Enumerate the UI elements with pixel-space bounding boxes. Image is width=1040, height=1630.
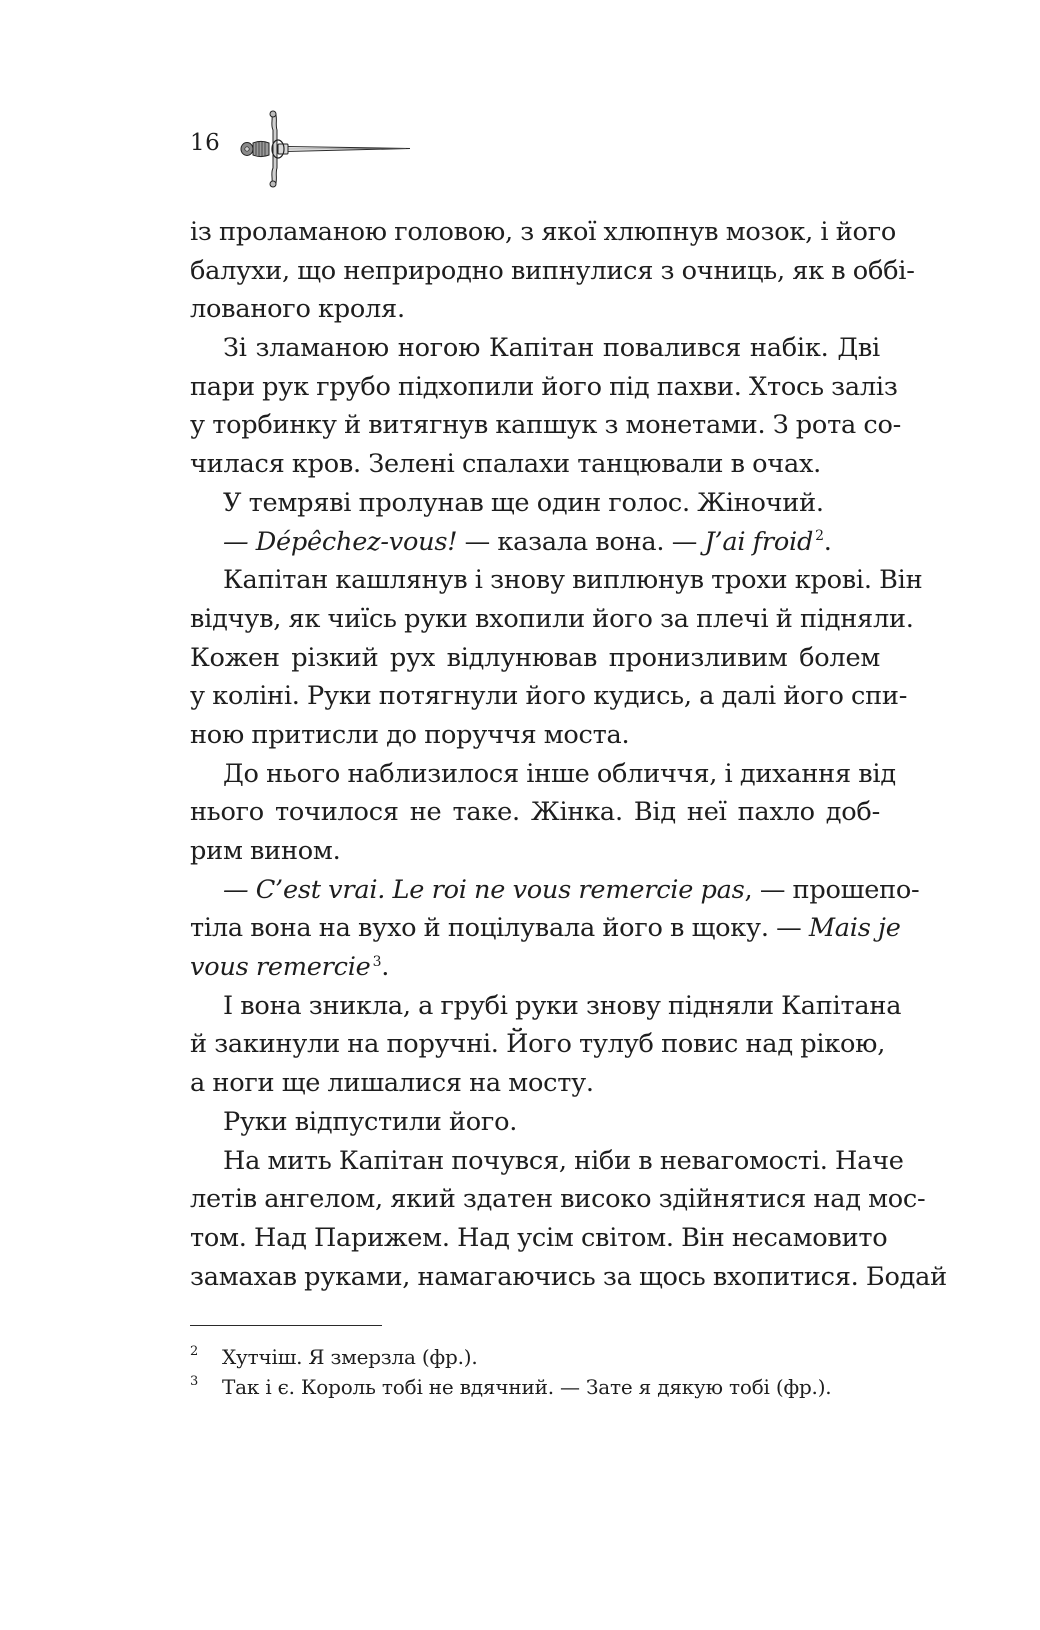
text-line: й закинули на поручні. Його тулуб повис над рікою,: [190, 1029, 886, 1060]
text-line: На мить Капітан почувся, ніби в невагомості. Наче: [223, 1145, 904, 1176]
main-text: [190, 213, 947, 1296]
footnote-number: 3: [190, 1374, 199, 1389]
footnote-ref: 2: [815, 527, 824, 544]
footnote-text: Так і є. Король тобі не вдячний. — Зате я дякую тобі (фр.).: [222, 1375, 832, 1399]
text-line: у коліні. Руки потягнули його кудись, а далі його спи-: [190, 681, 908, 712]
text-line: Зі зламаною ногою Капітан повалився набік. Дві: [223, 333, 880, 364]
page-number: 16: [190, 130, 221, 156]
footnote: [190, 1372, 880, 1402]
french-phrase: — Dépêchez-vous!: [223, 526, 458, 557]
footnote-ref: 3: [372, 953, 382, 970]
text-fragment: , — прошепо-: [744, 874, 920, 905]
footnotes: [190, 1342, 880, 1402]
dagger-icon: [240, 110, 420, 190]
dialogue-line: [190, 948, 880, 987]
text-line: із проламаною головою, з якої хлюпнув мозок, і його: [190, 217, 897, 247]
text-line: ною притисли до поруччя моста.: [190, 719, 630, 750]
footnote-text: Хутчіш. Я змерзла (фр.).: [222, 1345, 478, 1369]
footnote-number: 2: [190, 1344, 199, 1359]
text-line: пари рук грубо підхопили його під пахви. Хтось заліз: [190, 371, 898, 402]
text-line: Кожен різкий рух відлунював пронизливим болем: [190, 642, 880, 673]
french-phrase: vous remercie: [190, 952, 371, 983]
dialogue-line: [190, 523, 880, 562]
dialogue-line: [190, 909, 901, 948]
french-phrase: Mais je: [808, 913, 901, 944]
text-line: а ноги ще лишалися на мосту.: [190, 1068, 594, 1099]
text-line: Капітан кашлянув і знову виплюнув трохи крові. Він: [223, 565, 923, 596]
french-phrase: — C’est vrai. Le roi ne vous remercie pas: [223, 874, 745, 905]
text-line: лованого кроля.: [190, 294, 405, 325]
text-line: У темряві пролунав ще один голос. Жіночий.: [223, 487, 824, 518]
french-phrase: J’ai froid: [704, 526, 814, 557]
text-line: І вона зникла, а грубі руки знову підняли Капітана: [223, 990, 902, 1021]
text-line: нього точилося не таке. Жінка. Від неї пахло доб-: [190, 797, 880, 828]
text-line: рим вином.: [190, 836, 341, 866]
text-line: До нього наблизилося інше обличчя, і дихання від: [223, 758, 896, 789]
footnote-divider: [190, 1325, 382, 1326]
text-line: замахав руками, намагаючись за щось вхопитися. Бодай: [190, 1261, 947, 1292]
text-fragment: тіла вона на вухо й поцілувала його в щоку. —: [190, 913, 809, 944]
text-fragment: .: [823, 526, 832, 557]
text-fragment: .: [381, 952, 390, 983]
text-line: чилася кров. Зелені спалахи танцювали в очах.: [190, 449, 822, 480]
text-line: том. Над Парижем. Над усім світом. Він несамовито: [190, 1222, 888, 1253]
footnote: [190, 1342, 880, 1372]
text-line: відчув, як чиїсь руки вхопили його за плечі й підняли.: [190, 603, 914, 634]
text-line: балухи, що неприродно випнулися з очниць, як в оббі-: [190, 255, 915, 286]
dialogue-line: [190, 871, 920, 910]
text-fragment: — казала вона. —: [457, 526, 705, 557]
text-line: у торбинку й витягнув капшук з монетами. З рота со-: [190, 410, 902, 441]
text-line: Руки відпустили його.: [223, 1106, 518, 1137]
page-header: [0, 0, 1040, 200]
text-line: летів ангелом, який здатен високо здійнятися над мос-: [190, 1184, 926, 1215]
